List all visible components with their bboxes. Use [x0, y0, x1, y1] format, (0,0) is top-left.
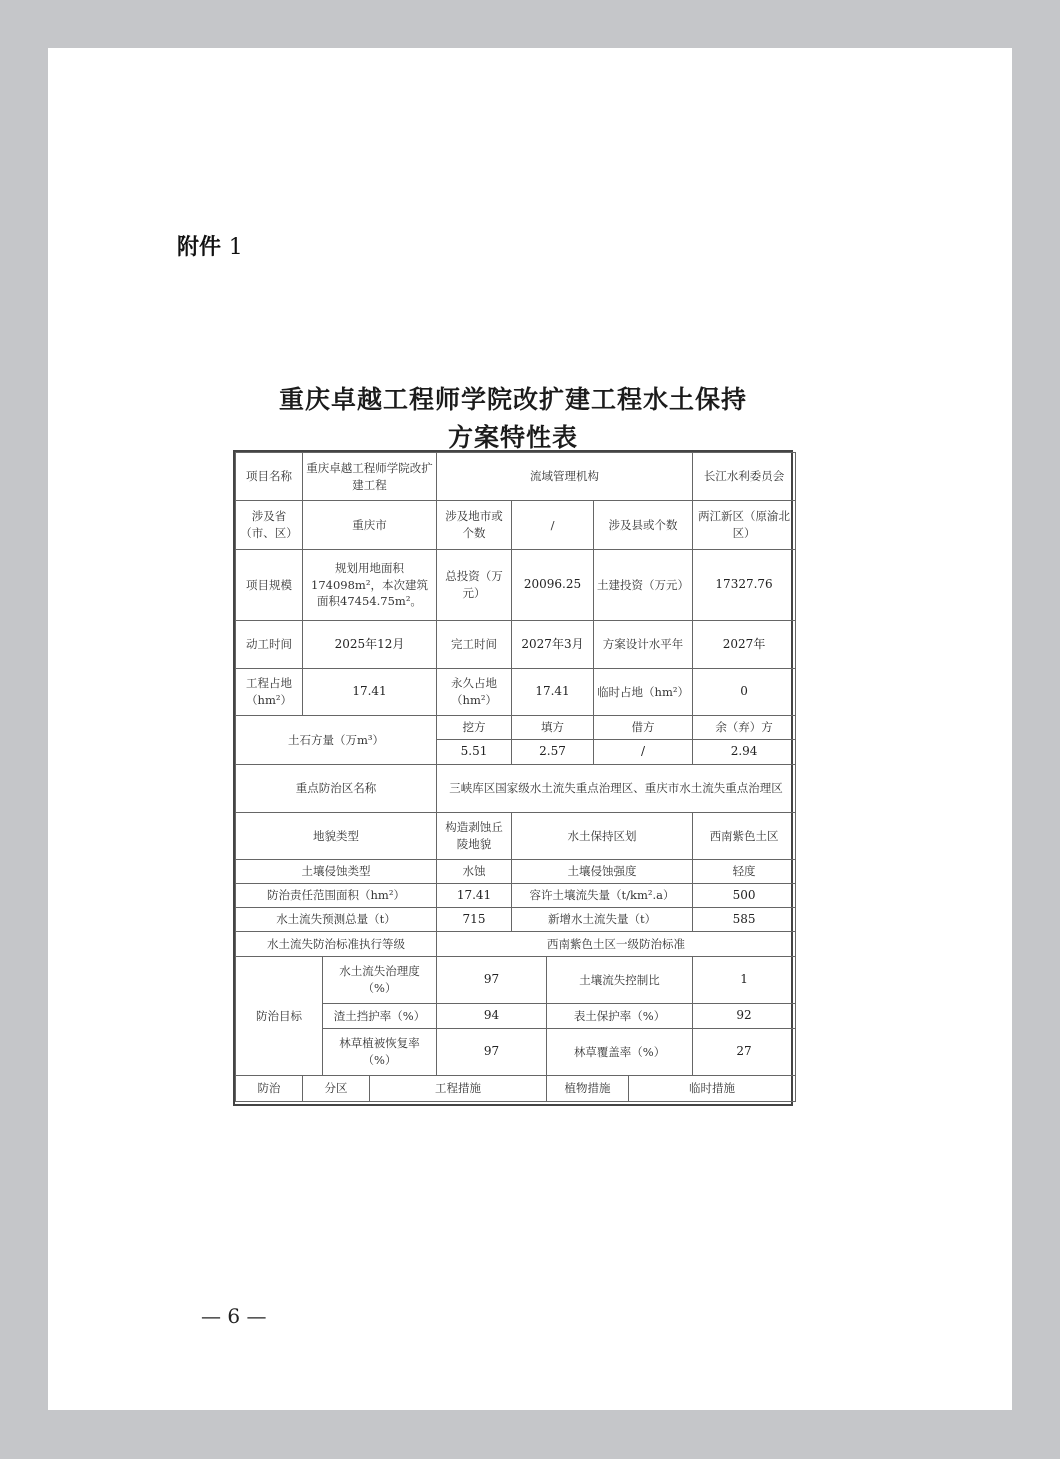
cell: 防治目标: [236, 957, 323, 1076]
cell: 涉及地市或个数: [437, 501, 512, 550]
document-page: [48, 48, 1012, 1410]
cell: 容许土壤流失量（t/km².a）: [512, 884, 693, 908]
cell: 20096.25: [512, 550, 594, 621]
cell: 97: [437, 957, 547, 1004]
table-row: [236, 908, 796, 932]
table-row: [236, 932, 796, 957]
cell: 水土流失预测总量（t）: [236, 908, 437, 932]
table-row: [236, 884, 796, 908]
cell: 表土保护率（%）: [547, 1004, 693, 1029]
cell: 临时占地（hm²）: [594, 669, 693, 716]
table-title-line-1: 重庆卓越工程师学院改扩建工程水土保持: [278, 385, 747, 414]
cell: /: [512, 501, 594, 550]
cell: 2.94: [693, 740, 796, 765]
table-row: [236, 501, 796, 550]
cell: 17.41: [512, 669, 594, 716]
cell: 水土流失防治标准执行等级: [236, 932, 437, 957]
cell: 水土流失治理度（%）: [323, 957, 437, 1004]
table-row: [236, 621, 796, 669]
cell: 17327.76: [693, 550, 796, 621]
table-row: [236, 765, 796, 813]
cell: 植物措施: [547, 1076, 629, 1102]
cell: 水土保持区划: [512, 813, 693, 860]
cell: 94: [437, 1004, 547, 1029]
cell: 2.57: [512, 740, 594, 765]
cell: 17.41: [303, 669, 437, 716]
cell: 重庆卓越工程师学院改扩建工程: [303, 453, 437, 501]
cell: 500: [693, 884, 796, 908]
cell: 分区: [303, 1076, 370, 1102]
table-row: [236, 716, 796, 740]
cell: 两江新区（原渝北区）: [693, 501, 796, 550]
cell: 2027年: [693, 621, 796, 669]
table-row: [236, 860, 796, 884]
table-row: [236, 453, 796, 501]
cell: 三峡库区国家级水土流失重点治理区、重庆市水土流失重点治理区: [437, 765, 796, 813]
cell: 借方: [594, 716, 693, 740]
cell: 防治: [236, 1076, 303, 1102]
cell: 西南紫色土区: [693, 813, 796, 860]
cell: 工程占地（hm²）: [236, 669, 303, 716]
table-title-line-2: 方案特性表: [447, 423, 578, 452]
cell: 重庆市: [303, 501, 437, 550]
cell: 工程措施: [370, 1076, 547, 1102]
cell: 临时措施: [629, 1076, 796, 1102]
cell: 防治责任范围面积（hm²）: [236, 884, 437, 908]
cell: 0: [693, 669, 796, 716]
cell: 97: [437, 1029, 547, 1076]
characteristics-table: [233, 450, 793, 1106]
cell: 27: [693, 1029, 796, 1076]
cell: 构造剥蚀丘陵地貌: [437, 813, 512, 860]
cell: 渣土挡护率（%）: [323, 1004, 437, 1029]
cell: 挖方: [437, 716, 512, 740]
cell: 土石方量（万m³）: [236, 716, 437, 765]
cell: 涉及省（市、区）: [236, 501, 303, 550]
cell: 585: [693, 908, 796, 932]
cell: 流域管理机构: [437, 453, 693, 501]
cell: 土壤侵蚀类型: [236, 860, 437, 884]
cell: 水蚀: [437, 860, 512, 884]
cell: 715: [437, 908, 512, 932]
cell: 土壤流失控制比: [547, 957, 693, 1004]
cell: 17.41: [437, 884, 512, 908]
cell: 土壤侵蚀强度: [512, 860, 693, 884]
cell: 土建投资（万元）: [594, 550, 693, 621]
cell: 余（弃）方: [693, 716, 796, 740]
cell: 西南紫色土区一级防治标准: [437, 932, 796, 957]
annex-label: 附件 1: [177, 235, 243, 260]
table-row: [236, 550, 796, 621]
cell: 规划用地面积174098m²，本次建筑面积47454.75m²。: [303, 550, 437, 621]
cell: 方案设计水平年: [594, 621, 693, 669]
cell: 动工时间: [236, 621, 303, 669]
cell: 5.51: [437, 740, 512, 765]
cell: 项目规模: [236, 550, 303, 621]
cell: 地貌类型: [236, 813, 437, 860]
cell: 林草覆盖率（%）: [547, 1029, 693, 1076]
cell: 林草植被恢复率（%）: [323, 1029, 437, 1076]
cell: /: [594, 740, 693, 765]
page-number: — 6 —: [201, 1304, 267, 1328]
table-row: [236, 957, 796, 1004]
annex-number: 1: [228, 235, 243, 260]
cell: 2025年12月: [303, 621, 437, 669]
cell: 新增水土流失量（t）: [512, 908, 693, 932]
cell: 2027年3月: [512, 621, 594, 669]
cell: 永久占地（hm²）: [437, 669, 512, 716]
table-row: [236, 1076, 796, 1102]
table-row: [236, 669, 796, 716]
cell: 重点防治区名称: [236, 765, 437, 813]
cell: 填方: [512, 716, 594, 740]
cell: 92: [693, 1004, 796, 1029]
cell: 1: [693, 957, 796, 1004]
cell: 长江水利委员会: [693, 453, 796, 501]
cell: 项目名称: [236, 453, 303, 501]
cell: 总投资（万元）: [437, 550, 512, 621]
table-row: [236, 813, 796, 860]
cell: 轻度: [693, 860, 796, 884]
cell: 完工时间: [437, 621, 512, 669]
cell: 涉及县或个数: [594, 501, 693, 550]
